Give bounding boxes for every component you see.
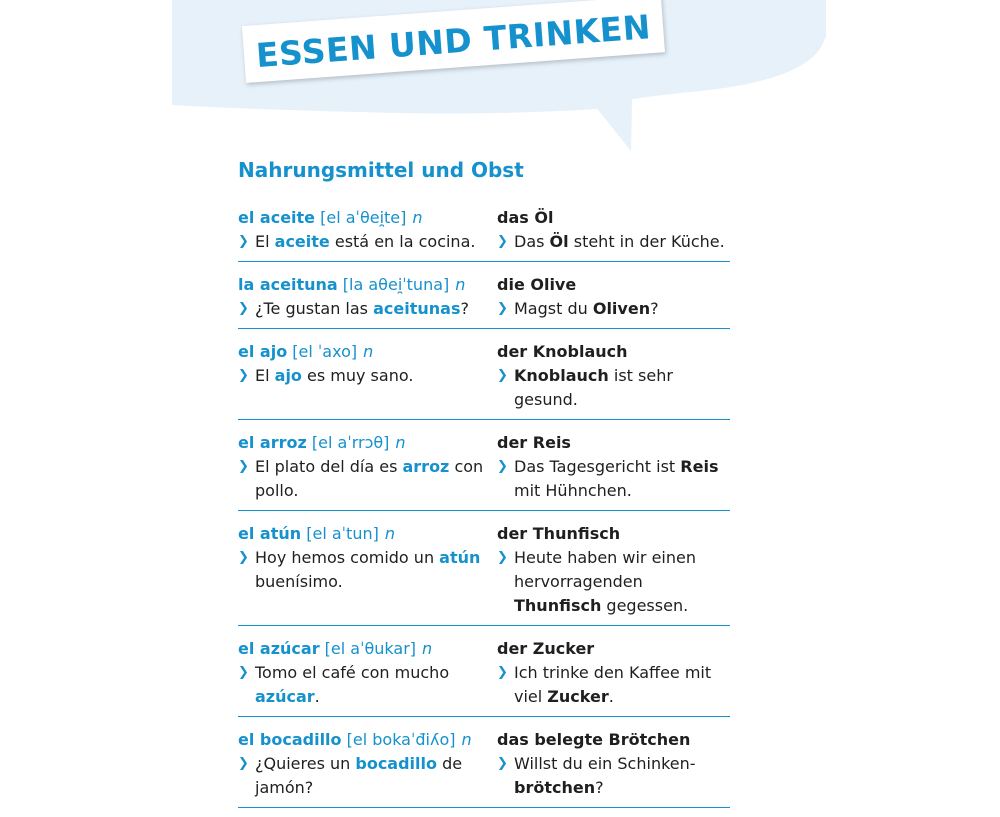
spanish-column [238, 637, 497, 709]
example-text: Hoy hemos comido un [255, 548, 440, 567]
german-example [497, 297, 730, 321]
headword: el azúcar [238, 639, 320, 658]
example-text: con pollo. [255, 457, 484, 500]
vocabulary-list [238, 204, 730, 817]
headword-line [238, 206, 491, 230]
german-column [497, 206, 730, 254]
spanish-column [238, 431, 497, 503]
example-text: Das Tagesgericht ist [514, 457, 681, 476]
example-keyword: Öl [549, 232, 569, 251]
example-text: Heute haben wir einen hervorragenden [514, 548, 696, 591]
translation: das Öl [497, 208, 554, 227]
chevron-right-icon: ❯ [238, 301, 249, 316]
example-keyword: Reis [680, 457, 719, 476]
headword-line [238, 273, 491, 297]
headword: el bocadillo [238, 730, 342, 749]
translation: die Olive [497, 275, 577, 294]
pronunciation: [el aˈtun] [306, 524, 379, 543]
example-text: Tomo el café con mucho [255, 663, 450, 682]
example-text: ? [650, 299, 659, 318]
headword: la aceituna [238, 275, 338, 294]
chevron-right-icon: ❯ [497, 550, 508, 565]
german-example [497, 752, 730, 800]
example-text: . [608, 687, 614, 706]
example-keyword: Thunfisch [514, 596, 602, 615]
translation: der Thunfisch [497, 524, 621, 543]
chevron-right-icon: ❯ [497, 301, 508, 316]
pronunciation: [el aˈrrɔθ] [311, 433, 390, 452]
example-text: ¿Te gustan las [255, 299, 374, 318]
pronunciation: [el ˈaxo] [292, 342, 358, 361]
translation: der Zucker [497, 639, 595, 658]
example-text: gegessen. [601, 596, 689, 615]
vocab-entry [238, 635, 730, 717]
german-column [497, 340, 730, 412]
part-of-speech: n [363, 342, 374, 361]
example-text: buenísimo. [255, 572, 343, 591]
example-text: Das [514, 232, 550, 251]
german-example [497, 546, 730, 618]
german-column [497, 522, 730, 618]
example-text: Magst du [514, 299, 593, 318]
example-text: . [314, 687, 320, 706]
headword-line [238, 728, 491, 752]
example-text: está en la cocina. [329, 232, 476, 251]
chevron-right-icon: ❯ [497, 234, 508, 249]
spanish-example [238, 661, 491, 709]
vocab-entry [238, 338, 730, 420]
part-of-speech: n [384, 524, 395, 543]
pronunciation: [el aˈθukar] [324, 639, 417, 658]
chevron-right-icon: ❯ [238, 665, 249, 680]
translation: das belegte Brötchen [497, 730, 691, 749]
spanish-example [238, 297, 491, 321]
headword-line [238, 637, 491, 661]
german-example [497, 661, 730, 709]
example-text: ¿Quieres un [255, 754, 356, 773]
spanish-example [238, 752, 491, 800]
part-of-speech: n [412, 208, 423, 227]
chevron-right-icon: ❯ [238, 234, 249, 249]
spanish-column [238, 522, 497, 618]
spanish-column [238, 206, 497, 254]
vocab-entry [238, 520, 730, 626]
part-of-speech: n [455, 275, 466, 294]
spanish-example [238, 230, 491, 254]
chevron-right-icon: ❯ [497, 459, 508, 474]
example-text: de jamón? [255, 754, 463, 797]
example-keyword: aceitunas [373, 299, 461, 318]
example-text: El [255, 232, 275, 251]
example-keyword: azúcar [255, 687, 315, 706]
german-example [497, 230, 730, 254]
headword: el arroz [238, 433, 307, 452]
german-column [497, 637, 730, 709]
part-of-speech: n [395, 433, 406, 452]
headword: el aceite [238, 208, 316, 227]
example-keyword: atún [439, 548, 481, 567]
vocab-entry [238, 271, 730, 329]
chevron-right-icon: ❯ [238, 368, 249, 383]
example-keyword: aceite [274, 232, 330, 251]
example-text: ? [460, 299, 469, 318]
part-of-speech: n [461, 730, 472, 749]
example-text: steht in der Küche. [568, 232, 725, 251]
spanish-column [238, 273, 497, 321]
example-text: ? [595, 778, 604, 797]
chevron-right-icon: ❯ [497, 756, 508, 771]
chevron-right-icon: ❯ [238, 756, 249, 771]
translation: der Knoblauch [497, 342, 628, 361]
pronunciation: [el aˈθei̯te] [320, 208, 407, 227]
example-text: El [255, 366, 275, 385]
example-keyword: arroz [402, 457, 450, 476]
example-text: mit Hühnchen. [514, 481, 632, 500]
vocab-entry [238, 204, 730, 262]
german-column [497, 431, 730, 503]
example-keyword: bocadillo [355, 754, 437, 773]
chevron-right-icon: ❯ [497, 665, 508, 680]
pronunciation: [la aθei̯ˈtuna] [342, 275, 450, 294]
page-title: ESSEN UND TRINKEN [254, 7, 653, 76]
example-text: es muy sano. [301, 366, 414, 385]
vocab-entry [238, 429, 730, 511]
example-keyword: Knoblauch [514, 366, 609, 385]
example-keyword: brötchen [514, 778, 596, 797]
part-of-speech: n [422, 639, 433, 658]
translation: der Reis [497, 433, 571, 452]
example-keyword: Oliven [592, 299, 651, 318]
section-heading: Nahrungsmittel und Obst [238, 158, 524, 182]
chevron-right-icon: ❯ [238, 459, 249, 474]
example-keyword: ajo [274, 366, 302, 385]
chevron-right-icon: ❯ [497, 368, 508, 383]
pronunciation: [el bokaˈđiʎo] [346, 730, 456, 749]
headword-line [238, 340, 491, 364]
german-example [497, 455, 730, 503]
headword-line [238, 522, 491, 546]
headword: el atún [238, 524, 302, 543]
spanish-column [238, 728, 497, 800]
spanish-example [238, 546, 491, 594]
example-text: ist sehr gesund. [514, 366, 673, 409]
spanish-example [238, 364, 491, 388]
german-column [497, 728, 730, 800]
german-column [497, 273, 730, 321]
headword-line [238, 431, 491, 455]
spanish-column [238, 340, 497, 412]
example-text: Ich trinke den Kaffee mit viel [514, 663, 712, 706]
vocab-entry [238, 726, 730, 808]
example-text: El plato del día es [255, 457, 403, 476]
example-text: Willst du ein Schinken- [514, 754, 696, 773]
spanish-example [238, 455, 491, 503]
headword: el ajo [238, 342, 288, 361]
chevron-right-icon: ❯ [238, 550, 249, 565]
example-keyword: Zucker [547, 687, 609, 706]
german-example [497, 364, 730, 412]
